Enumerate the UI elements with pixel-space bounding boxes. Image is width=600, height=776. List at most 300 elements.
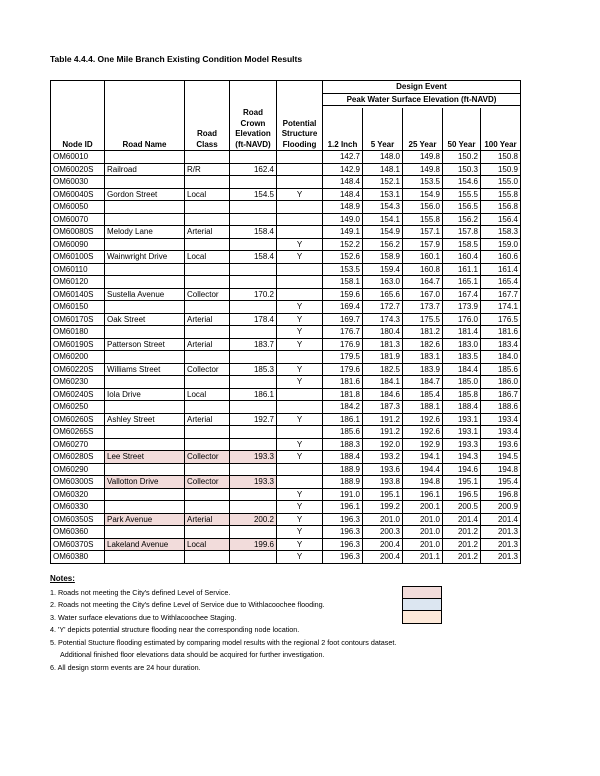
node-id-cell: OM60150 (51, 301, 105, 314)
wse-value-cell: 194.8 (403, 476, 443, 489)
wse-value-cell: 179.5 (323, 351, 363, 364)
road-class-cell: Arterial (185, 413, 230, 426)
structure-flooding-cell (277, 388, 323, 401)
wse-value-cell: 180.4 (363, 326, 403, 339)
wse-value-cell: 194.4 (403, 463, 443, 476)
table-row (51, 201, 521, 214)
road-class-cell (185, 326, 230, 339)
note-1: 1. Roads not meeting the City's defined Level of Service. (50, 587, 231, 597)
wse-value-cell: 188.6 (481, 401, 521, 414)
crown-elevation-cell (230, 326, 277, 339)
structure-flooding-cell: Y (277, 538, 323, 551)
node-id-cell: OM60090 (51, 238, 105, 251)
wse-value-cell: 176.5 (481, 313, 521, 326)
table-row (51, 401, 521, 414)
node-id-cell: OM60270 (51, 438, 105, 451)
table-row (51, 151, 521, 164)
crown-elevation-cell (230, 263, 277, 276)
wse-value-cell: 196.3 (323, 513, 363, 526)
structure-flooding-cell (277, 263, 323, 276)
structure-flooding-cell (277, 151, 323, 164)
structure-flooding-cell: Y (277, 301, 323, 314)
wse-value-cell: 167.7 (481, 288, 521, 301)
structure-flooding-cell (277, 163, 323, 176)
wse-value-cell: 183.9 (403, 363, 443, 376)
road-class-cell (185, 263, 230, 276)
wse-value-cell: 188.4 (443, 401, 481, 414)
wse-value-cell: 165.4 (481, 276, 521, 289)
table-row (51, 251, 521, 264)
crown-elevation-cell (230, 426, 277, 439)
road-name-cell: Ashley Street (105, 413, 185, 426)
wse-value-cell: 154.3 (363, 201, 403, 214)
structure-flooding-cell: Y (277, 551, 323, 564)
wse-value-cell: 181.6 (481, 326, 521, 339)
structure-flooding-cell (277, 276, 323, 289)
wse-value-cell: 155.8 (481, 188, 521, 201)
wse-value-cell: 196.3 (323, 551, 363, 564)
structure-flooding-cell: Y (277, 488, 323, 501)
node-id-cell: OM60350S (51, 513, 105, 526)
structure-flooding-cell: Y (277, 363, 323, 376)
flooding-header-line1: Potential (282, 118, 317, 128)
table-row (51, 313, 521, 326)
wse-value-cell: 161.4 (481, 263, 521, 276)
node-id-cell: OM60140S (51, 288, 105, 301)
wse-value-cell: 142.9 (323, 163, 363, 176)
wse-value-cell: 195.1 (443, 476, 481, 489)
table-row (51, 326, 521, 339)
wse-value-cell: 154.6 (443, 176, 481, 189)
road-class-cell (185, 501, 230, 514)
table-row (51, 263, 521, 276)
structure-flooding-cell: Y (277, 526, 323, 539)
wse-value-cell: 149.1 (323, 226, 363, 239)
wse-value-cell: 185.6 (323, 426, 363, 439)
structure-flooding-cell: Y (277, 513, 323, 526)
wse-value-cell: 196.1 (323, 501, 363, 514)
node-id-cell: OM60050 (51, 201, 105, 214)
wse-value-cell: 186.0 (481, 376, 521, 389)
wse-value-cell: 193.8 (363, 476, 403, 489)
road-name-cell (105, 488, 185, 501)
node-id-cell: OM60240S (51, 388, 105, 401)
wse-value-cell: 184.7 (403, 376, 443, 389)
table-row (51, 376, 521, 389)
road-class-cell: Arterial (185, 226, 230, 239)
structure-flooding-cell (277, 476, 323, 489)
crown-elevation-cell (230, 401, 277, 414)
structure-flooding-cell: Y (277, 188, 323, 201)
wse-value-cell: 194.1 (403, 451, 443, 464)
wse-value-cell: 173.9 (443, 301, 481, 314)
table-row (51, 176, 521, 189)
wse-value-cell: 191.2 (363, 413, 403, 426)
road-name-cell: Williams Street (105, 363, 185, 376)
road-name-cell (105, 551, 185, 564)
wse-value-cell: 160.1 (403, 251, 443, 264)
wse-value-cell: 176.0 (443, 313, 481, 326)
crown-elevation-cell: 158.4 (230, 226, 277, 239)
road-name-cell (105, 501, 185, 514)
table-row (51, 188, 521, 201)
wse-value-cell: 200.1 (403, 501, 443, 514)
road-class-cell: Arterial (185, 513, 230, 526)
road-name-cell (105, 213, 185, 226)
wse-value-cell: 201.2 (443, 538, 481, 551)
structure-flooding-cell: Y (277, 413, 323, 426)
crown-elevation-cell (230, 438, 277, 451)
wse-value-cell: 201.3 (481, 538, 521, 551)
wse-value-cell: 175.5 (403, 313, 443, 326)
event-header-5: 100 Year (481, 108, 521, 151)
wse-value-cell: 149.0 (323, 213, 363, 226)
wse-value-cell: 156.5 (443, 201, 481, 214)
crown-elevation-cell (230, 238, 277, 251)
crown-elevation-cell: 193.3 (230, 476, 277, 489)
structure-flooding-cell: Y (277, 501, 323, 514)
structure-flooding-cell: Y (277, 438, 323, 451)
wse-value-cell: 182.6 (403, 338, 443, 351)
road-name-cell: Iola Drive (105, 388, 185, 401)
road-name-cell: Lee Street (105, 451, 185, 464)
structure-flooding-cell: Y (277, 238, 323, 251)
wse-value-cell: 181.9 (363, 351, 403, 364)
table-row (51, 538, 521, 551)
wse-value-cell: 185.4 (403, 388, 443, 401)
wse-value-cell: 158.5 (443, 238, 481, 251)
wse-value-cell: 191.2 (363, 426, 403, 439)
wse-value-cell: 185.0 (443, 376, 481, 389)
wse-value-cell: 193.1 (443, 426, 481, 439)
crown-elevation-cell: 162.4 (230, 163, 277, 176)
road-class-header (185, 108, 230, 151)
wse-value-cell: 150.3 (443, 163, 481, 176)
road-name-cell (105, 263, 185, 276)
wse-value-cell: 150.9 (481, 163, 521, 176)
wse-value-cell: 193.4 (481, 413, 521, 426)
road-class-cell (185, 301, 230, 314)
crown-elevation-cell (230, 301, 277, 314)
note-6: 6. All design storm events are 24 hour duration. (50, 662, 201, 672)
crown-header-line1: Road (243, 108, 263, 117)
crown-elevation-cell: 186.1 (230, 388, 277, 401)
wse-value-cell: 199.2 (363, 501, 403, 514)
node-id-cell: OM60190S (51, 338, 105, 351)
node-id-header: Node ID (51, 108, 105, 151)
road-class-cell: Collector (185, 288, 230, 301)
note-5-continued: Additional finished floor elevations data should be acquired for further investigation. (60, 650, 325, 659)
wse-value-cell: 174.1 (481, 301, 521, 314)
table-title: Table 4.4.4. One Mile Branch Existing Condition Model Results (50, 54, 303, 64)
node-id-cell: OM60300S (51, 476, 105, 489)
structure-flooding-cell (277, 176, 323, 189)
node-id-cell: OM60110 (51, 263, 105, 276)
wse-value-cell: 191.0 (323, 488, 363, 501)
road-class-cell (185, 276, 230, 289)
wse-value-cell: 158.1 (323, 276, 363, 289)
wse-value-cell: 179.6 (323, 363, 363, 376)
wse-value-cell: 176.7 (323, 326, 363, 339)
wse-value-cell: 195.1 (363, 488, 403, 501)
road-name-cell (105, 438, 185, 451)
crown-elevation-cell: 192.7 (230, 413, 277, 426)
wse-value-cell: 193.6 (363, 463, 403, 476)
road-name-cell (105, 238, 185, 251)
road-class-cell (185, 463, 230, 476)
structure-flooding-cell: Y (277, 338, 323, 351)
crown-elevation-cell (230, 501, 277, 514)
structure-flooding-cell: Y (277, 451, 323, 464)
wse-value-cell: 181.4 (443, 326, 481, 339)
crown-elevation-cell (230, 213, 277, 226)
wse-value-cell: 196.8 (481, 488, 521, 501)
table-row (51, 338, 521, 351)
wse-value-cell: 201.0 (363, 513, 403, 526)
road-class-cell: Collector (185, 476, 230, 489)
node-id-cell: OM60100S (51, 251, 105, 264)
road-name-cell (105, 351, 185, 364)
flooding-header-line3: Flooding (282, 139, 317, 149)
wse-value-cell: 154.1 (363, 213, 403, 226)
crown-elevation-cell (230, 351, 277, 364)
road-class-cell (185, 351, 230, 364)
crown-elevation-cell: 200.2 (230, 513, 277, 526)
crown-elevation-cell (230, 488, 277, 501)
wse-value-cell: 150.8 (481, 151, 521, 164)
wse-value-cell: 149.8 (403, 163, 443, 176)
node-id-cell: OM60265S (51, 426, 105, 439)
node-id-cell: OM60370S (51, 538, 105, 551)
table-row (51, 226, 521, 239)
wse-value-cell: 192.6 (403, 413, 443, 426)
structure-flooding-cell: Y (277, 251, 323, 264)
wse-value-cell: 201.1 (403, 551, 443, 564)
node-id-cell: OM60010 (51, 151, 105, 164)
wse-value-cell: 152.2 (323, 238, 363, 251)
road-class-cell: Arterial (185, 338, 230, 351)
wse-value-cell: 149.8 (403, 151, 443, 164)
table-row (51, 451, 521, 464)
notes-section (50, 573, 396, 674)
wse-value-cell: 164.7 (403, 276, 443, 289)
wse-value-cell: 165.1 (443, 276, 481, 289)
crown-elevation-cell (230, 526, 277, 539)
structure-flooding-cell: Y (277, 326, 323, 339)
road-name-cell: Vallotton Drive (105, 476, 185, 489)
structure-flooding-cell (277, 426, 323, 439)
wse-value-cell: 173.7 (403, 301, 443, 314)
wse-value-cell: 152.1 (363, 176, 403, 189)
wse-value-cell: 192.6 (403, 426, 443, 439)
wse-value-cell: 155.0 (481, 176, 521, 189)
table-body (51, 151, 521, 564)
structure-flooding-cell (277, 401, 323, 414)
wse-value-cell: 194.5 (481, 451, 521, 464)
road-name-cell: Oak Street (105, 313, 185, 326)
table-row (51, 513, 521, 526)
road-name-header: Road Name (105, 108, 185, 151)
wse-value-cell: 153.5 (403, 176, 443, 189)
wse-value-cell: 187.3 (363, 401, 403, 414)
wse-value-cell: 174.3 (363, 313, 403, 326)
road-class-cell (185, 201, 230, 214)
node-id-cell: OM60360 (51, 526, 105, 539)
table-row (51, 413, 521, 426)
table-row (51, 438, 521, 451)
wse-value-cell: 184.1 (363, 376, 403, 389)
road-class-cell: Collector (185, 363, 230, 376)
table-row (51, 276, 521, 289)
wse-value-cell: 194.8 (481, 463, 521, 476)
wse-value-cell: 184.0 (481, 351, 521, 364)
node-id-cell: OM60120 (51, 276, 105, 289)
road-name-cell (105, 151, 185, 164)
road-class-cell (185, 376, 230, 389)
structure-flooding-cell: Y (277, 376, 323, 389)
road-class-cell (185, 526, 230, 539)
road-class-cell (185, 438, 230, 451)
table-row (51, 551, 521, 564)
note-4: 4. 'Y' depicts potential structure flooding near the corresponding node location. (50, 625, 300, 634)
wse-value-cell: 172.7 (363, 301, 403, 314)
road-class-cell (185, 151, 230, 164)
wse-value-cell: 183.1 (403, 351, 443, 364)
wse-value-cell: 148.9 (323, 201, 363, 214)
wse-value-cell: 192.0 (363, 438, 403, 451)
wse-value-cell: 156.4 (481, 213, 521, 226)
road-name-cell (105, 301, 185, 314)
note-2: 2. Roads not meeting the City's define Level of Service due to Withlacoochee flooding. (50, 600, 325, 609)
wse-value-cell: 161.1 (443, 263, 481, 276)
crown-elevation-cell: 178.4 (230, 313, 277, 326)
road-class-cell (185, 401, 230, 414)
road-name-cell: Gordon Street (105, 188, 185, 201)
wse-value-cell: 201.0 (403, 526, 443, 539)
wse-value-cell: 201.3 (481, 526, 521, 539)
wse-value-cell: 155.5 (443, 188, 481, 201)
node-id-cell: OM60320 (51, 488, 105, 501)
wse-value-cell: 193.4 (481, 426, 521, 439)
wse-value-cell: 169.4 (323, 301, 363, 314)
wse-value-cell: 201.4 (481, 513, 521, 526)
crown-elevation-cell (230, 276, 277, 289)
wse-value-cell: 201.2 (443, 526, 481, 539)
table-row (51, 351, 521, 364)
crown-elevation-cell (230, 551, 277, 564)
wse-value-cell: 201.0 (403, 538, 443, 551)
wse-value-cell: 156.2 (363, 238, 403, 251)
road-name-cell: Park Avenue (105, 513, 185, 526)
wse-value-cell: 201.4 (443, 513, 481, 526)
structure-flooding-cell (277, 288, 323, 301)
wse-value-cell: 163.0 (363, 276, 403, 289)
table-row (51, 526, 521, 539)
structure-flooding-cell (277, 463, 323, 476)
road-name-cell (105, 401, 185, 414)
road-name-cell (105, 276, 185, 289)
wse-value-cell: 188.9 (323, 476, 363, 489)
wse-value-cell: 148.1 (363, 163, 403, 176)
peak-wse-header: Peak Water Surface Elevation (ft-NAVD) (323, 93, 521, 106)
node-id-cell: OM60280S (51, 451, 105, 464)
wse-value-cell: 184.4 (443, 363, 481, 376)
wse-value-cell: 188.1 (403, 401, 443, 414)
wse-value-cell: 196.1 (403, 488, 443, 501)
wse-value-cell: 194.3 (443, 451, 481, 464)
wse-value-cell: 193.2 (363, 451, 403, 464)
wse-value-cell: 192.9 (403, 438, 443, 451)
wse-value-cell: 153.1 (363, 188, 403, 201)
wse-value-cell: 188.9 (323, 463, 363, 476)
wse-value-cell: 154.9 (403, 188, 443, 201)
wse-value-cell: 155.8 (403, 213, 443, 226)
wse-value-cell: 157.8 (443, 226, 481, 239)
note-3: 3. Water surface elevations due to Withlacoochee Staging. (50, 612, 237, 622)
road-name-cell: Melody Lane (105, 226, 185, 239)
wse-value-cell: 183.5 (443, 351, 481, 364)
notes-title: Notes: (50, 574, 75, 583)
crown-elevation-cell (230, 376, 277, 389)
crown-elevation-cell: 154.5 (230, 188, 277, 201)
road-class-cell (185, 551, 230, 564)
road-name-cell (105, 426, 185, 439)
wse-value-cell: 160.6 (481, 251, 521, 264)
node-id-cell: OM60030 (51, 176, 105, 189)
crown-elevation-cell: 193.3 (230, 451, 277, 464)
crown-elevation-cell: 185.3 (230, 363, 277, 376)
wse-value-cell: 167.4 (443, 288, 481, 301)
wse-value-cell: 165.6 (363, 288, 403, 301)
structure-flooding-cell (277, 226, 323, 239)
wse-value-cell: 156.2 (443, 213, 481, 226)
design-event-header: Design Event (323, 81, 521, 94)
wse-value-cell: 200.5 (443, 501, 481, 514)
note-5: 5. Potential Stucture flooding estimated by comparing model results with the regional 2 foot contours dataset. (50, 637, 397, 647)
wse-value-cell: 185.6 (481, 363, 521, 376)
wse-value-cell: 176.9 (323, 338, 363, 351)
wse-value-cell: 186.7 (481, 388, 521, 401)
table-row (51, 426, 521, 439)
table-row (51, 488, 521, 501)
wse-value-cell: 181.8 (323, 388, 363, 401)
structure-flooding-cell: Y (277, 313, 323, 326)
road-class-cell: Local (185, 188, 230, 201)
road-name-cell (105, 526, 185, 539)
road-name-cell (105, 326, 185, 339)
wse-value-cell: 154.9 (363, 226, 403, 239)
node-id-cell: OM60180 (51, 326, 105, 339)
wse-value-cell: 185.8 (443, 388, 481, 401)
wse-value-cell: 196.3 (323, 526, 363, 539)
node-id-cell: OM60380 (51, 551, 105, 564)
wse-value-cell: 184.2 (323, 401, 363, 414)
wse-value-cell: 196.3 (323, 538, 363, 551)
road-name-cell (105, 376, 185, 389)
road-class-cell (185, 213, 230, 226)
road-class-cell (185, 238, 230, 251)
node-id-cell: OM60250 (51, 401, 105, 414)
wse-value-cell: 186.1 (323, 413, 363, 426)
road-class-cell: Local (185, 251, 230, 264)
wse-value-cell: 201.3 (481, 551, 521, 564)
table-row (51, 388, 521, 401)
node-id-cell: OM60040S (51, 188, 105, 201)
wse-value-cell: 196.5 (443, 488, 481, 501)
wse-value-cell: 148.4 (323, 176, 363, 189)
wse-value-cell: 200.4 (363, 538, 403, 551)
wse-value-cell: 193.3 (443, 438, 481, 451)
